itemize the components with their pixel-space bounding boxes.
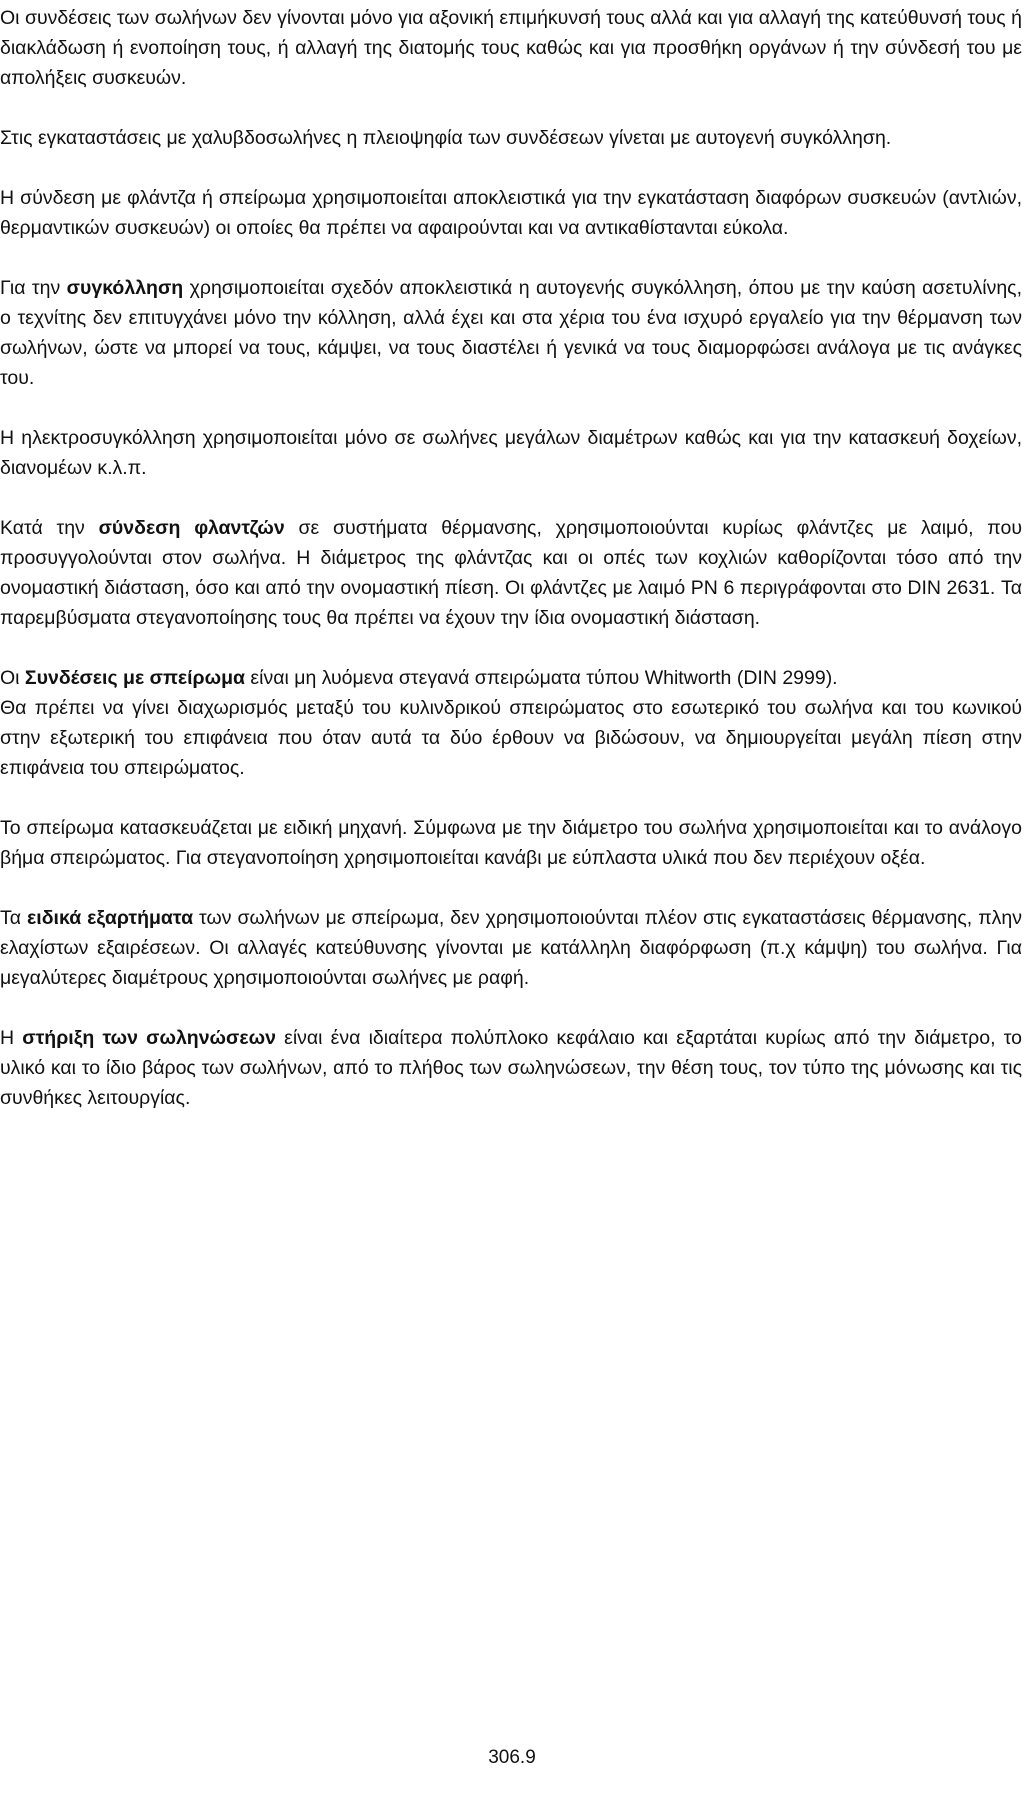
paragraph-threaded-connections xyxy=(0,663,1022,693)
paragraph-pipe-support xyxy=(0,1023,1022,1113)
paragraph-text-post: είναι ένα ιδιαίτερα πολύπλοκο κεφάλαιο και εξαρτάται κυρίως από την διάμετρο, το υλικό και το ίδιο βάρος των σωλήνων, από το πλήθος των σωληνώσεων, την θέση τους, τον τύπο της μόνωσης και τις συνθήκες λειτουργίας. xyxy=(0,1027,1022,1109)
paragraph-text: Στις εγκαταστάσεις με χαλυβδοσωλήνες η πλειοψηφία των συνδέσεων γίνεται με αυτογενή συγκόλληση. xyxy=(0,127,892,149)
paragraph-flange-connection xyxy=(0,513,1022,633)
paragraph-text: Η σύνδεση με φλάντζα ή σπείρωμα χρησιμοποιείται αποκλειστικά για την εγκατάσταση διαφόρων συσκευών (αντλιών, θερμαντικών συσκευών) οι οποίες θα πρέπει να αφαιρούνται και να αντικαθίστανται εύκολα. xyxy=(0,187,1022,239)
paragraph-text: Θα πρέπει να γίνει διαχωρισμός μεταξύ του κυλινδρικού σπειρώματος στο εσωτερικό του σωλήνα και του κωνικού στην εξωτερική του επιφάνεια που όταν αυτά τα δύο έρθουν να βιδώσουν, να δημιουργείται μεγάλη πίεση στην επιφάνεια του σπειρώματος. xyxy=(0,697,1022,779)
paragraph-arc-welding xyxy=(0,423,1022,483)
paragraph-text: Οι συνδέσεις των σωλήνων δεν γίνονται μόνο για αξονική επιμήκυνσή τους αλλά και για αλλαγή της κατεύθυνσή τους ή διακλάδωση ή ενοποίηση τους, ή αλλαγή της διατομής τους καθώς και για προσθήκη οργάνων ή την σύνδεσή του με απολήξεις συσκευών. xyxy=(0,7,1022,89)
paragraph-text-post: των σωλήνων με σπείρωμα, δεν χρησιμοποιούνται πλέον στις εγκαταστάσεις θέρμανσης, πλην ελαχίστων εξαιρέσεων. Οι αλλαγές κατεύθυνσης γίνονται με κατάλληλη διαφόρφωση (π.χ κάμψη) του σωλήνα. Για μεγαλύτερες διαμέτρους χρησιμοποιούνται σωλήνες με ραφή. xyxy=(0,907,1023,989)
paragraph-text-post: σε συστήματα θέρμανσης, χρησιμοποιούνται κυρίως φλάντζες με λαιμό, που προσυγγολούνται στον σωλήνα. Η διάμετρος της φλάντζας και οι οπές των κοχλιών καθορίζονται τόσο από την ονομαστική διάσταση, όσο και από την ονομαστική πίεση. Οι φλάντζες με λαιμό PN 6 περιγράφονται στο DIN 2631. Τα παρεμβύσματα στεγανοποίησης τους θα πρέπει να έχουν την ίδια ονομαστική διάσταση. xyxy=(0,517,1022,629)
paragraph-keyword: συγκόλληση xyxy=(66,277,184,299)
paragraph-text-pre: Η xyxy=(0,1027,23,1049)
paragraph-text: Η ηλεκτροσυγκόλληση χρησιμοποιείται μόνο σε σωλήνες μεγάλων διαμέτρων καθώς και για την κατασκευή δοχείων, διανομέων κ.λ.π. xyxy=(0,427,1022,479)
paragraph-welding xyxy=(0,273,1022,393)
paragraph-text: Το σπείρωμα κατασκευάζεται με ειδική μηχανή. Σύμφωνα με την διάμετρο του σωλήνα χρησιμοποιείται και το ανάλογο βήμα σπειρώματος. Για στεγανοποίηση χρησιμοποιείται κανάβι με εύπλαστα υλικά που δεν περιέχουν οξέα. xyxy=(0,817,1022,869)
document-page xyxy=(0,3,1022,1143)
paragraph-text-pre: Κατά την xyxy=(0,517,99,539)
paragraph-text-post: χρησιμοποιείται σχεδόν αποκλειστικά η αυτογενής συγκόλληση, όπου με την καύση ασετυλίνης, ο τεχνίτης δεν επιτυγχάνει μόνο την κόλληση, αλλά έχει και στα χέρια του ένα ισχυρό εργαλείο για την θέρμανση των σωλήνων, ώστε να μπορεί να τους, κάμψει, να τους διαστέλει ή γενικά να τους διαμορφώσει ανάλογα με τις ανάγκες του. xyxy=(0,277,1022,389)
page-number: 306.9 xyxy=(488,1747,536,1768)
paragraph-keyword: ειδικά εξαρτήματα xyxy=(27,907,194,929)
paragraph-thread-manufacture xyxy=(0,813,1022,873)
paragraph-flange-or-thread xyxy=(0,183,1022,243)
paragraph-text-pre: Τα xyxy=(0,907,28,929)
paragraph-keyword: στήριξη των σωληνώσεων xyxy=(22,1027,276,1049)
paragraph-thread-types xyxy=(0,693,1022,783)
paragraph-keyword: σύνδεση φλαντζών xyxy=(98,517,285,539)
paragraph-keyword: Συνδέσεις με σπείρωμα xyxy=(24,667,246,689)
paragraph-text-post: είναι μη λυόμενα στεγανά σπειρώματα τύπου Whitworth (DIN 2999). xyxy=(245,667,838,689)
paragraph-steel-pipes xyxy=(0,123,1022,153)
paragraph-special-fittings xyxy=(0,903,1022,993)
paragraph-text-pre: Για την xyxy=(0,277,67,299)
paragraph-text-pre: Οι xyxy=(0,667,25,689)
paragraph-pipe-connections xyxy=(0,3,1022,93)
